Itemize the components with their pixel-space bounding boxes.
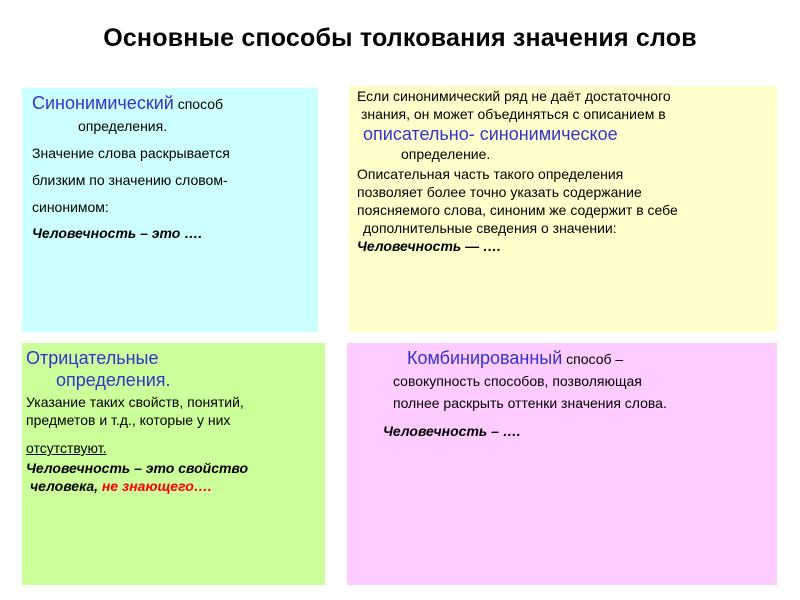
descriptive-line-6: позволяет более точно указать содержание — [357, 184, 642, 200]
negative-term-line-1: Отрицательные — [26, 348, 159, 368]
descriptive-term: описательно- синонимическое — [363, 124, 618, 144]
descriptive-example: Человечность — …. — [357, 238, 501, 254]
negative-example-line-1: Человечность – это свойство — [26, 460, 249, 476]
synonymic-line-3: Значение слова раскрывается — [32, 145, 230, 161]
synonymic-term: Синонимический — [32, 93, 174, 113]
combined-heading — [355, 347, 771, 370]
combined-term: Комбинированный — [407, 348, 563, 368]
synonymic-term-rest: способ — [173, 96, 224, 112]
negative-term-line-2: определения. — [56, 370, 171, 390]
negative-example-red: не знающего…. — [101, 478, 212, 494]
synonymic-line-4: близким по значению словом- — [32, 172, 228, 188]
negative-example-line-2 — [26, 477, 319, 495]
negative-line-5: отсутствуют. — [26, 440, 107, 456]
synonymic-line-2: определения. — [78, 118, 168, 134]
negative-line-4: предметов и т.д., которые у них — [26, 412, 231, 428]
combined-line-3: полнее раскрыть оттенки значения слова. — [393, 395, 667, 411]
page-title: Основные способы толкования значения слов — [103, 24, 697, 52]
synonymic-example: Человечность – это …. — [32, 225, 203, 241]
descriptive-line-7: поясняемого слова, синоним же содержит в себе — [357, 202, 678, 218]
descriptive-line-8: дополнительные сведения о значении: — [363, 220, 617, 236]
combined-term-rest: способ – — [562, 351, 624, 367]
negative-line-3: Указание таких свойств, понятий, — [26, 394, 244, 410]
negative-method-box — [22, 343, 325, 585]
descriptive-line-2: знания, он может объединяться с описанием в — [361, 106, 666, 122]
synonymic-line-5: синонимом: — [32, 199, 109, 215]
combined-example: Человечность – …. — [383, 423, 521, 439]
combined-line-2: совокупность способов, позволяющая — [393, 373, 642, 389]
negative-example-start: человека, — [30, 478, 102, 494]
descriptive-line-5: Описательная часть такого определения — [357, 166, 624, 182]
synonymic-method-box — [22, 88, 318, 332]
descriptive-line-1: Если синонимический ряд не даёт достаточного — [357, 88, 671, 104]
synonymic-heading — [32, 92, 312, 115]
combined-method-box — [347, 343, 777, 585]
descriptive-line-4: определение. — [401, 146, 491, 162]
descriptive-method-box — [349, 86, 777, 332]
